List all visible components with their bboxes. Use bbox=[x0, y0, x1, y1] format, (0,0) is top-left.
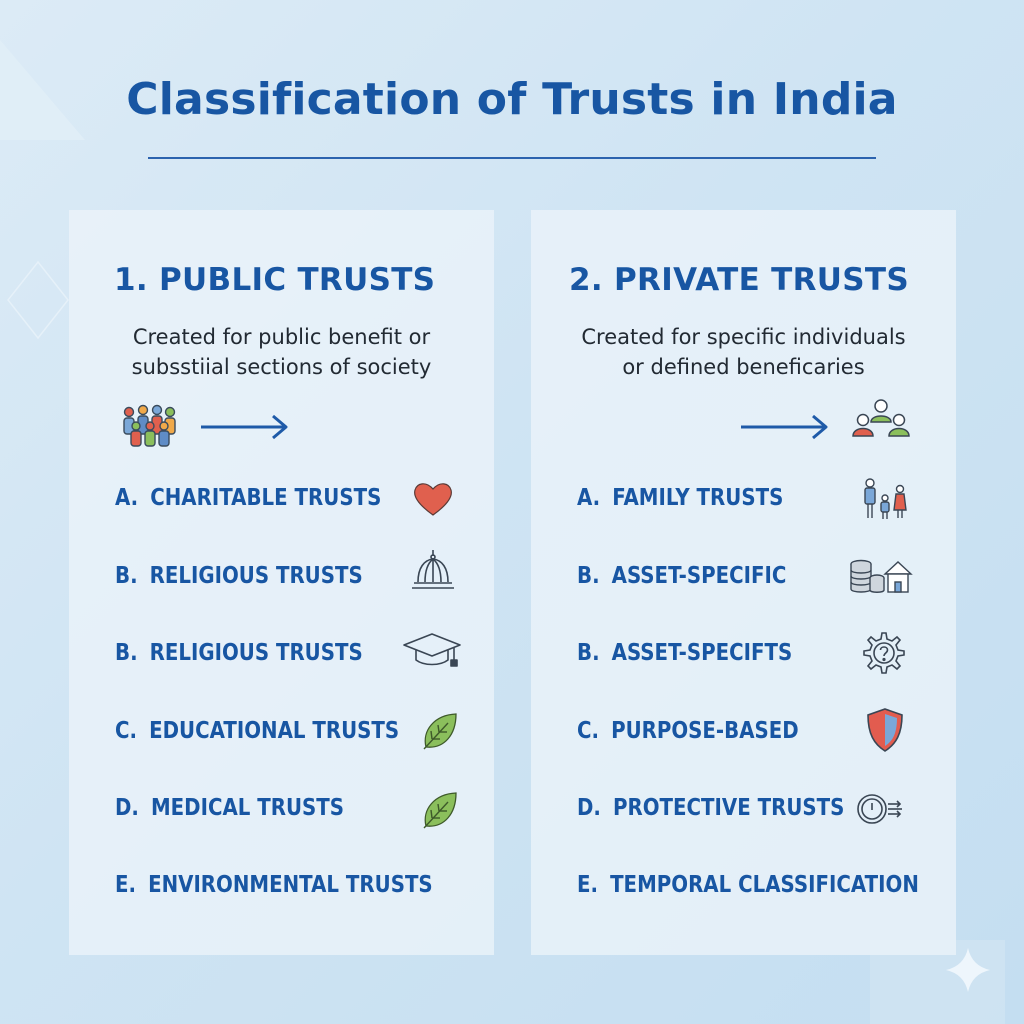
arrow-right-icon bbox=[739, 413, 831, 441]
private-item-asset-specific[interactable] bbox=[577, 556, 786, 596]
crowd-icon bbox=[117, 402, 181, 448]
leaf-icon bbox=[418, 790, 462, 830]
item-label: ASSET-SPECIFIC bbox=[611, 563, 787, 589]
public-desc-line-1: Created for public benefit or bbox=[132, 325, 431, 349]
item-label: PURPOSE-BASED bbox=[611, 718, 799, 744]
item-letter: B. bbox=[577, 563, 600, 589]
private-trusts-heading: 2. PRIVATE TRUSTS bbox=[569, 262, 909, 298]
private-trusts-description bbox=[531, 322, 956, 382]
item-letter: D. bbox=[115, 795, 139, 821]
item-label: ENVIRONMENTAL TRUSTS bbox=[148, 872, 433, 898]
item-letter: B. bbox=[115, 640, 138, 666]
item-letter: A. bbox=[115, 485, 139, 511]
private-item-protective[interactable] bbox=[577, 788, 844, 828]
private-item-asset-specifts[interactable] bbox=[577, 633, 792, 673]
public-item-charitable[interactable] bbox=[115, 478, 381, 518]
arrow-right-icon bbox=[199, 413, 291, 441]
item-label: MEDICAL TRUSTS bbox=[150, 795, 345, 821]
public-item-religious[interactable] bbox=[115, 556, 363, 596]
item-label: PROTECTIVE TRUSTS bbox=[612, 795, 845, 821]
gear-question-icon bbox=[861, 630, 907, 676]
public-item-medical[interactable] bbox=[115, 788, 344, 828]
graduation-cap-icon bbox=[402, 630, 462, 670]
family-icon bbox=[860, 476, 910, 522]
private-item-temporal[interactable] bbox=[577, 865, 919, 905]
item-label: CHARITABLE TRUSTS bbox=[150, 485, 382, 511]
item-label: RELIGIOUS TRUSTS bbox=[149, 640, 363, 666]
item-letter: D. bbox=[577, 795, 601, 821]
item-label: FAMILY TRUSTS bbox=[612, 485, 784, 511]
item-letter: C. bbox=[577, 718, 600, 744]
item-letter: B. bbox=[115, 563, 138, 589]
private-desc-line-2: or defined beneficaries bbox=[622, 355, 865, 379]
item-label: RELIGIOUS TRUSTS bbox=[149, 563, 363, 589]
leaf-icon bbox=[418, 711, 462, 751]
public-trusts-heading: 1. PUBLIC TRUSTS bbox=[114, 262, 436, 298]
temple-dome-icon bbox=[410, 548, 456, 594]
public-item-religious-2[interactable] bbox=[115, 633, 363, 673]
public-desc-line-2: subsstiial sections of society bbox=[131, 355, 432, 379]
item-letter: B. bbox=[577, 640, 600, 666]
beneficiaries-icon bbox=[849, 396, 913, 442]
item-letter: C. bbox=[115, 718, 138, 744]
shield-icon bbox=[864, 706, 906, 754]
item-letter: E. bbox=[577, 872, 599, 898]
title-divider bbox=[148, 157, 876, 159]
item-label: EDUCATIONAL TRUSTS bbox=[149, 718, 400, 744]
public-item-environmental[interactable] bbox=[115, 865, 433, 905]
heart-icon bbox=[411, 479, 455, 519]
private-desc-line-1: Created for specific individuals bbox=[581, 325, 906, 349]
item-label: TEMPORAL CLASSIFICATION bbox=[610, 872, 919, 898]
public-trusts-description bbox=[69, 322, 494, 382]
coins-house-icon bbox=[849, 556, 913, 596]
timer-icon bbox=[856, 790, 906, 828]
public-item-educational[interactable] bbox=[115, 711, 399, 751]
item-letter: E. bbox=[115, 872, 137, 898]
item-label: ASSET-SPECIFTS bbox=[611, 640, 793, 666]
item-letter: A. bbox=[577, 485, 601, 511]
private-item-family[interactable] bbox=[577, 478, 783, 518]
private-item-purpose-based[interactable] bbox=[577, 711, 799, 751]
page-title: Classification of Trusts in India bbox=[126, 74, 898, 125]
